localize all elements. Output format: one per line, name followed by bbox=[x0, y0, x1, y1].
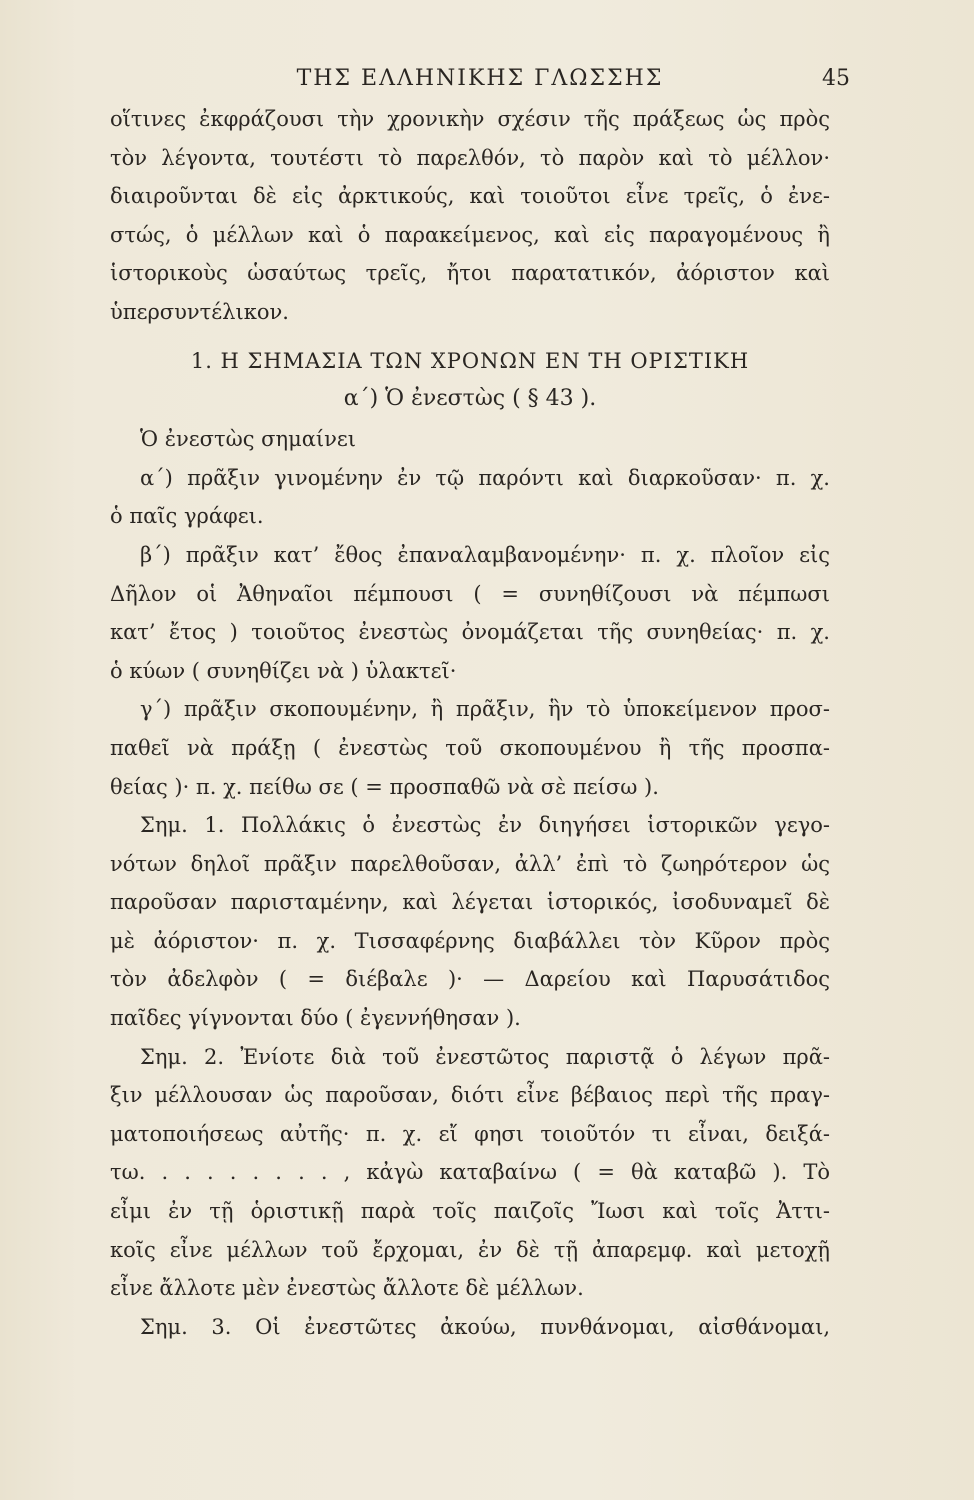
text-line: ὁ κύων ( συνηθίζει νὰ ) ὑλακτεῖ· bbox=[110, 658, 457, 683]
text-line: ξιν μέλλουσαν ὡς παροῦσαν, διότι εἶνε βέβαιος περὶ τῆς πραγ- bbox=[110, 1083, 830, 1108]
running-title: ΤΗΣ ΕΛΛΗΝΙΚΗΣ ΓΛΩΣΣΗΣ bbox=[296, 66, 664, 91]
text-line: Σημ. 2. Ἐνίοτε διὰ τοῦ ἐνεστῶτος παριστᾷ ὁ λέγων πρᾶ- bbox=[140, 1044, 830, 1069]
section-title: 1. Η ΣΗΜΑΣΙΑ ΤΩΝ ΧΡΟΝΩΝ ΕΝ ΤΗ ΟΡΙΣΤΙΚΗ bbox=[190, 348, 750, 373]
text-line: εἶμι ἐν τῇ ὁριστικῇ παρὰ τοῖς παιζοῖς Ἴωσι καὶ τοῖς Ἀττι- bbox=[110, 1199, 830, 1224]
text-line: οἵτινες ἐκφράζουσι τὴν χρονικὴν σχέσιν τῆς πράξεως ὡς πρὸς bbox=[110, 107, 830, 131]
text-line: τω. . . . . . . . . , κἀγὼ καταβαίνω ( = θὰ καταβῶ ). Τὸ bbox=[110, 1160, 830, 1185]
text-line: β΄) πρᾶξιν κατ’ ἔθος ἐπαναλαμβανομένην· π. χ. πλοῖον εἰς bbox=[140, 542, 830, 567]
text-line: ὁ παῖς γράφει. bbox=[110, 504, 264, 529]
text-line: ὑπερσυντέλικον. bbox=[110, 299, 289, 324]
text-line: διαιροῦνται δὲ εἰς ἀρκτικούς, καὶ τοιοῦτοι εἶνε τρεῖς, ὁ ἐνε- bbox=[110, 184, 830, 209]
page-body bbox=[110, 100, 830, 1346]
text-line: ἱστορικοὺς ὡσαύτως τρεῖς, ἤτοι παρατατικόν, ἀόριστον καὶ bbox=[110, 261, 830, 286]
text-line: μὲ ἀόριστον· π. χ. Τισσαφέρνης διαβάλλει τὸν Κῦρον πρὸς bbox=[110, 928, 830, 953]
text-line: τὸν ἀδελφὸν ( = διέβαλε )· — Δαρείου καὶ Παρυσάτιδος bbox=[110, 967, 830, 992]
text-line: ματοποιήσεως αὐτῆς· π. χ. εἴ φησι τοιοῦτόν τι εἶναι, δειξά- bbox=[110, 1121, 830, 1146]
text-line: στώς, ὁ μέλλων καὶ ὁ παρακείμενος, καὶ εἰς παραγομένους ἢ bbox=[110, 222, 830, 247]
text-line: θείας )· π. χ. πείθω σε ( = προσπαθῶ νὰ σὲ πείσω ). bbox=[110, 774, 659, 799]
page-number: 45 bbox=[822, 66, 850, 91]
text-line: νότων δηλοῖ πρᾶξιν παρελθοῦσαν, ἀλλ’ ἐπὶ τὸ ζωηρότερον ὡς bbox=[110, 851, 830, 876]
text-line: παροῦσαν παρισταμένην, καὶ λέγεται ἱστορικός, ἰσοδυναμεῖ δὲ bbox=[110, 890, 830, 915]
text-line: τὸν λέγοντα, τουτέστι τὸ παρελθόν, τὸ παρὸν καὶ τὸ μέλλον· bbox=[110, 145, 830, 170]
text-line: εἶνε ἄλλοτε μὲν ἐνεστὼς ἄλλοτε δὲ μέλλων. bbox=[110, 1276, 584, 1301]
text-line: Σημ. 1. Πολλάκις ὁ ἐνεστὼς ἐν διηγήσει ἱστορικῶν γεγο- bbox=[140, 813, 830, 838]
subsection-title: α΄) Ὁ ἐνεστὼς ( § 43 ). bbox=[343, 386, 597, 412]
text-line: κατ’ ἔτος ) τοιοῦτος ἐνεστὼς ὀνομάζεται τῆς συνηθείας· π. χ. bbox=[110, 620, 830, 645]
text-line: Σημ. 3. Οἱ ἐνεστῶτες ἀκούω, πυνθάνομαι, αἰσθάνομαι, bbox=[140, 1314, 830, 1339]
text-line: παθεῖ νὰ πράξῃ ( ἐνεστὼς τοῦ σκοπουμένου ἢ τῆς προσπα- bbox=[110, 735, 830, 760]
text-line: α΄) πρᾶξιν γινομένην ἐν τῷ παρόντι καὶ διαρκοῦσαν· π. χ. bbox=[140, 465, 830, 490]
text-line: γ΄) πρᾶξιν σκοπουμένην, ἢ πρᾶξιν, ἣν τὸ ὑποκείμενον προσ- bbox=[140, 697, 830, 722]
text-line: Δῆλον οἱ Ἀθηναῖοι πέμπουσι ( = συνηθίζουσι νὰ πέμπωσι bbox=[110, 581, 830, 606]
text-line: Ὁ ἐνεστὼς σημαίνει bbox=[140, 427, 357, 452]
page-header bbox=[110, 60, 850, 100]
text-line: παῖδες γίγνονται δύο ( ἐγεννήθησαν ). bbox=[110, 1006, 521, 1031]
text-line: κοῖς εἶνε μέλλων τοῦ ἔρχομαι, ἐν δὲ τῇ ἀπαρεμφ. καὶ μετοχῇ bbox=[110, 1237, 830, 1262]
